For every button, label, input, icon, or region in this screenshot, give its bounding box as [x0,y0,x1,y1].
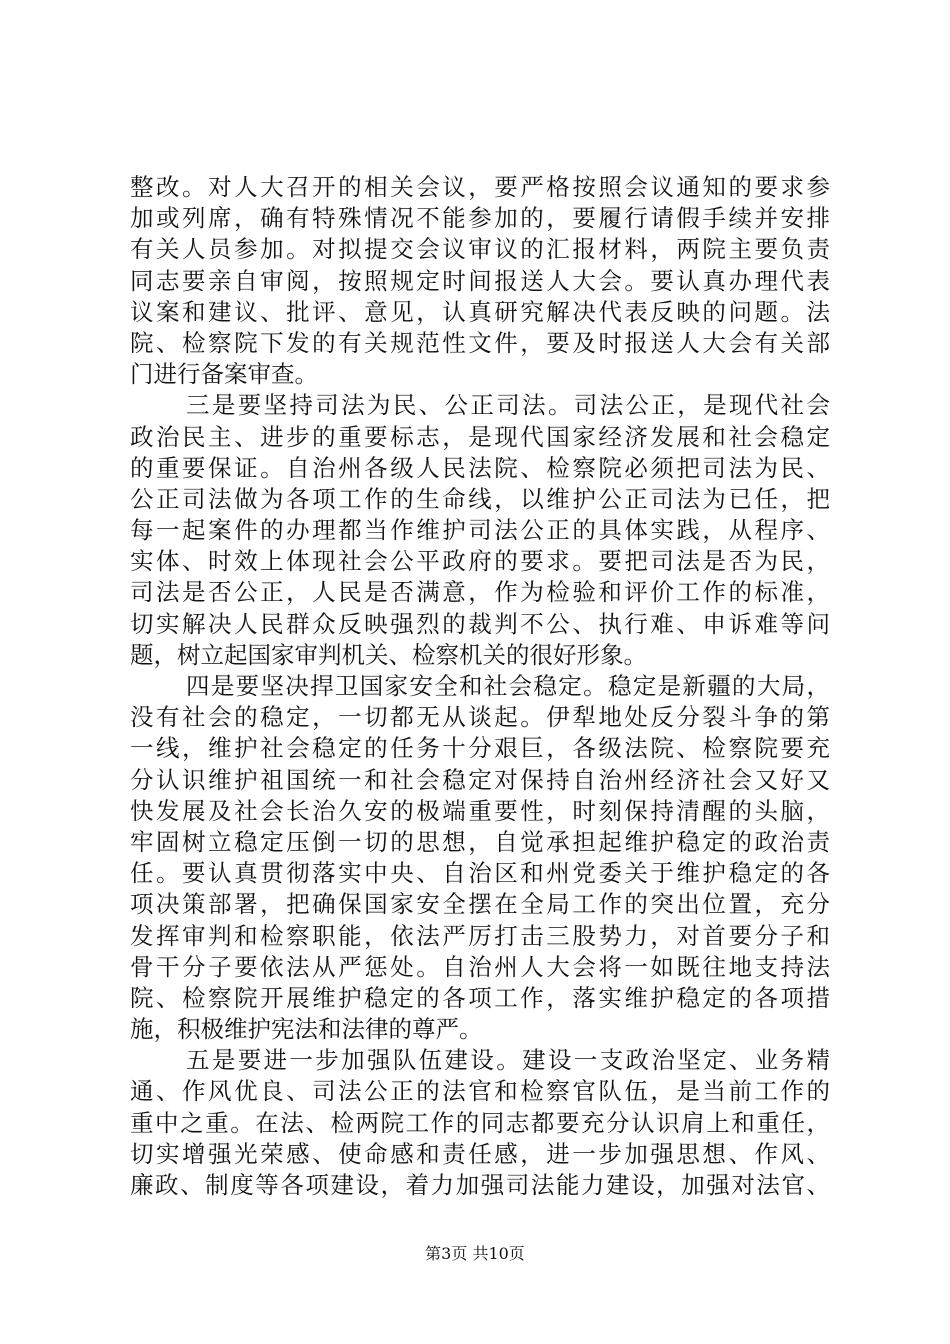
document-body [130,172,830,1201]
text-line: 院、检察院下发的有关规范性文件，要及时报送人大会有关部 [130,328,830,357]
text-line: 切实解决人民群众反映强烈的裁判不公、执行难、申诉难等问 [130,609,830,638]
paragraph-start-line: 四是要坚决捍卫国家安全和社会稳定。稳定是新疆的大局， [186,672,830,700]
text-line: 项决策部署，把确保国家安全摆在全局工作的突出位置，充分 [130,890,830,919]
text-line: 加或列席，确有特殊情况不能参加的，要履行请假手续并安排 [130,204,830,233]
text-line: 题，树立起国家审判机关、检察机关的很好形象。 [130,640,647,669]
text-line: 一线，维护社会稳定的任务十分艰巨，各级法院、检察院要充 [130,734,830,763]
text-line: 院、检察院开展维护稳定的各项工作，落实维护稳定的各项措 [130,983,830,1012]
text-line: 公正司法做为各项工作的生命线，以维护公正司法为已任，把 [130,484,830,513]
text-line: 有关人员参加。对拟提交会议审议的汇报材料，两院主要负责 [130,235,830,264]
text-line: 通、作风优良、司法公正的法官和检察官队伍，是当前工作的 [130,1077,830,1106]
page-number-footer: 第3页 共10页 [425,1244,525,1263]
text-line: 廉政、制度等各项建设，着力加强司法能力建设，加强对法官、 [130,1171,830,1199]
text-line: 司法是否公正，人民是否满意，作为检验和评价工作的标准， [130,578,830,607]
text-line: 议案和建议、批评、意见，认真研究解决代表反映的问题。法 [130,297,830,326]
text-line: 发挥审判和检察职能，依法严厉打击三股势力，对首要分子和 [130,921,830,950]
text-line: 同志要亲自审阅，按照规定时间报送人大会。要认真办理代表 [130,266,830,295]
paragraph-start-line: 五是要进一步加强队伍建设。建设一支政治坚定、业务精 [186,1046,830,1075]
text-line: 政治民主、进步的重要标志，是现代国家经济发展和社会稳定 [130,422,830,451]
text-line: 重中之重。在法、检两院工作的同志都要充分认识肩上和重任， [130,1108,830,1137]
text-line: 分认识维护祖国统一和社会稳定对保持自治州经济社会又好又 [130,765,830,794]
text-line: 每一起案件的办理都当作维护司法公正的具体实践，从程序、 [130,516,830,545]
text-line: 实体、时效上体现社会公平政府的要求。要把司法是否为民， [130,547,830,576]
text-line: 整改。对人大召开的相关会议，要严格按照会议通知的要求参 [130,173,830,201]
text-line: 门进行备案审查。 [130,360,318,389]
text-line: 的重要保证。自治州各级人民法院、检察院必须把司法为民、 [130,453,830,482]
text-line: 骨干分子要依法从严惩处。自治州人大会将一如既往地支持法 [130,952,830,981]
paragraph-start-line: 三是要坚持司法为民、公正司法。司法公正，是现代社会 [186,391,830,420]
text-line: 任。要认真贯彻落实中央、自治区和州党委关于维护稳定的各 [130,859,830,888]
text-line: 牢固树立稳定压倒一切的思想，自觉承担起维护稳定的政治责 [130,827,830,856]
text-line: 没有社会的稳定，一切都无从谈起。伊犁地处反分裂斗争的第 [130,703,830,732]
text-line: 切实增强光荣感、使命感和责任感，进一步加强思想、作风、 [130,1139,830,1168]
text-line: 施，积极维护宪法和法律的尊严。 [130,1015,483,1044]
text-line: 快发展及社会长治久安的极端重要性，时刻保持清醒的头脑， [130,796,830,825]
